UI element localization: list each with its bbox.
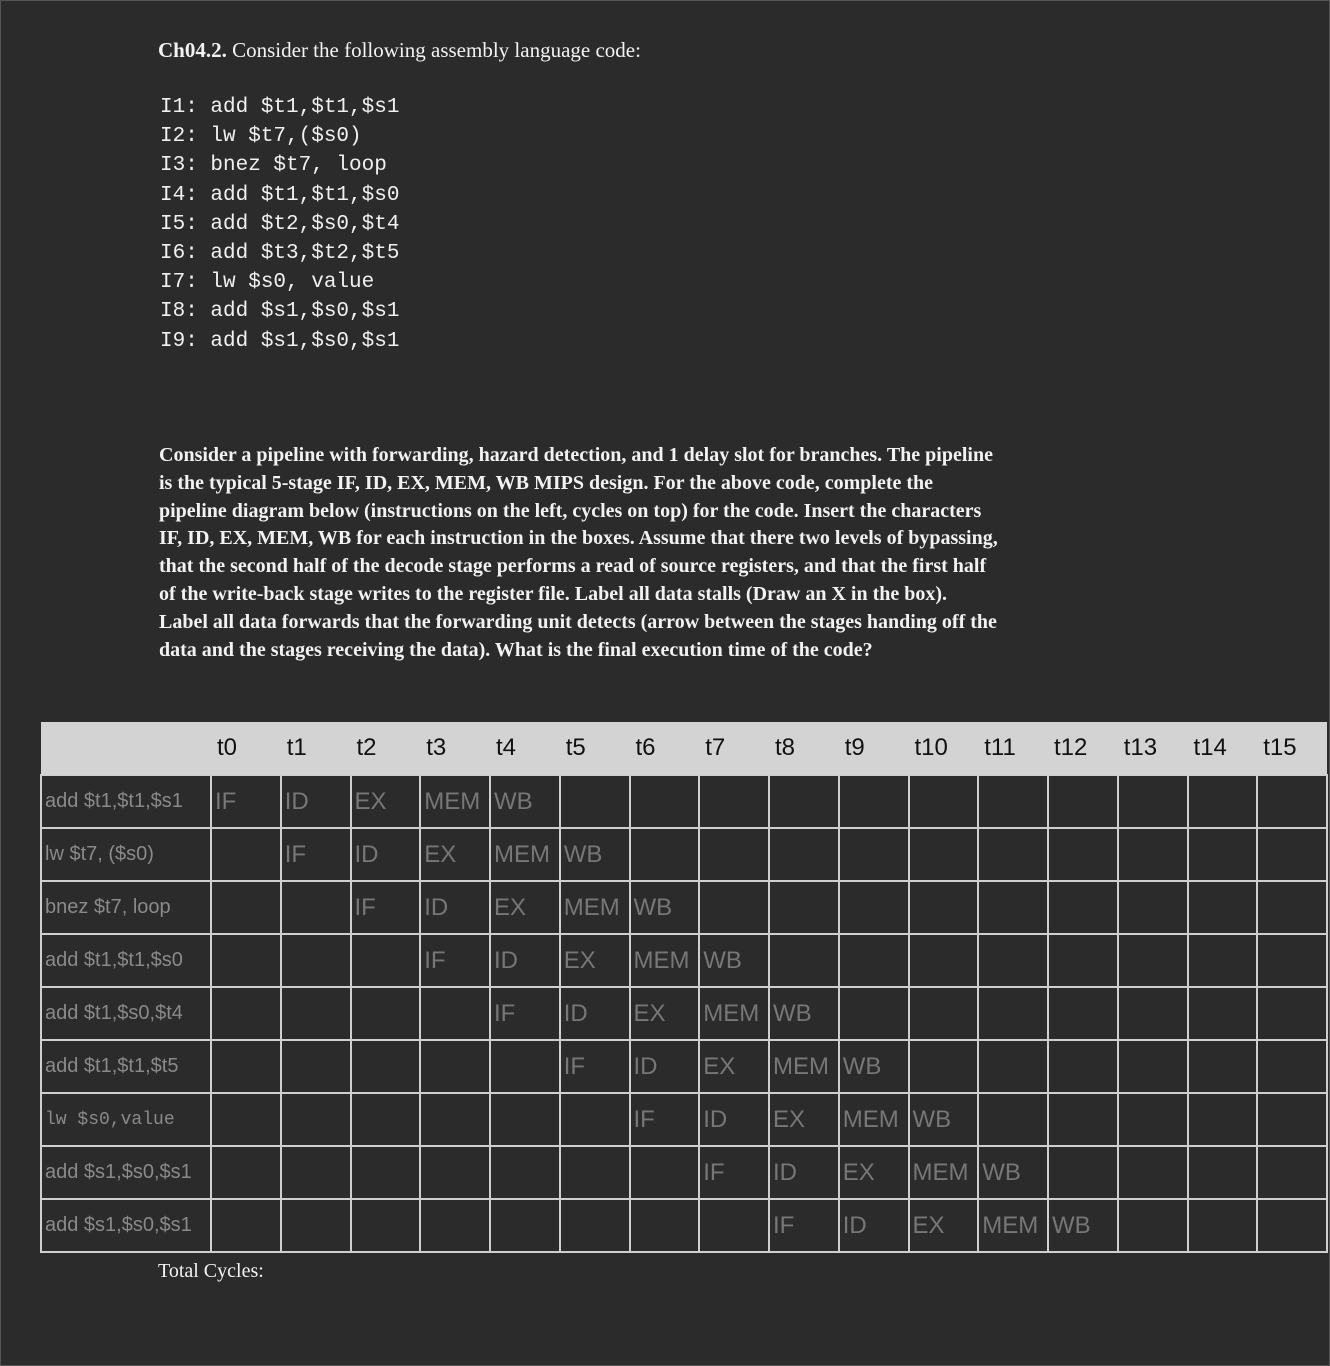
pipeline-cell[interactable] xyxy=(1048,934,1118,987)
pipeline-cell[interactable]: ID xyxy=(490,934,560,987)
instruction-label: add $t1,$t1,$s1 xyxy=(41,775,211,828)
cycle-header: t12 xyxy=(1048,722,1118,775)
pipeline-cell[interactable] xyxy=(839,775,909,828)
pipeline-cell[interactable]: IF xyxy=(560,1040,630,1093)
pipeline-cell[interactable]: IF xyxy=(699,1146,769,1199)
pipeline-cell[interactable]: EX xyxy=(630,987,700,1040)
pipeline-cell[interactable] xyxy=(978,881,1048,934)
pipeline-cell[interactable] xyxy=(909,987,979,1040)
pipeline-cell[interactable]: EX xyxy=(490,881,560,934)
cycle-header: t9 xyxy=(839,722,909,775)
pipeline-cell[interactable] xyxy=(769,775,839,828)
pipeline-cell[interactable] xyxy=(1118,1040,1188,1093)
pipeline-cell[interactable] xyxy=(1188,828,1258,881)
pipeline-cell[interactable] xyxy=(1048,775,1118,828)
cycle-header: t10 xyxy=(909,722,979,775)
pipeline-row xyxy=(41,828,1327,881)
pipeline-cell[interactable] xyxy=(211,987,281,1040)
pipeline-cell[interactable] xyxy=(909,934,979,987)
pipeline-cell[interactable] xyxy=(211,1093,281,1146)
pipeline-cell[interactable] xyxy=(1188,1093,1258,1146)
pipeline-cell[interactable]: IF xyxy=(490,987,560,1040)
cycle-header: t15 xyxy=(1257,722,1327,775)
code-line: I7: lw $s0, value xyxy=(160,271,375,295)
pipeline-row xyxy=(41,1093,1327,1146)
pipeline-cell[interactable]: WB xyxy=(909,1093,979,1146)
pipeline-cell[interactable] xyxy=(1118,987,1188,1040)
total-cycles-label: Total Cycles: xyxy=(158,1260,264,1282)
pipeline-cell[interactable]: MEM xyxy=(978,1199,1048,1252)
instruction-label: add $t1,$s0,$t4 xyxy=(41,987,211,1040)
problem-description: Consider a pipeline with forwarding, hazard detection, and 1 delay slot for branches. The pipeline is the typical 5-stage IF, ID, EX, MEM, WB MIPS design. For the above code, complete the pipeline diagram below (instructions on the left, cycles on top) for the code. Insert the characters IF, ID, EX, MEM, WB for each instruction in the boxes. Assume that there two levels of bypassing, that the second half of the decode stage performs a read of source registers, and that the first half of the write-back stage writes to the register file. Label all data stalls (Draw an X in the box). Label all data forwards that the forwarding unit detects (arrow between the stages handing off the data and the stages receiving the data). What is the final execution time of the code? xyxy=(159,444,998,661)
pipeline-cell[interactable] xyxy=(769,881,839,934)
pipeline-cell[interactable]: MEM xyxy=(769,1040,839,1093)
cycle-header: t2 xyxy=(351,722,421,775)
pipeline-cell[interactable] xyxy=(630,828,700,881)
code-line: I9: add $s1,$s0,$s1 xyxy=(160,329,400,353)
instruction-label: add $s1,$s0,$s1 xyxy=(41,1146,211,1199)
pipeline-cell[interactable] xyxy=(1257,775,1327,828)
pipeline-cell[interactable] xyxy=(1188,1146,1258,1199)
pipeline-cell[interactable] xyxy=(1257,1040,1327,1093)
cycle-header: t8 xyxy=(769,722,839,775)
pipeline-cell[interactable] xyxy=(1257,934,1327,987)
cycle-header-row xyxy=(41,722,1327,775)
pipeline-cell[interactable]: MEM xyxy=(909,1146,979,1199)
pipeline-cell[interactable] xyxy=(630,1146,700,1199)
cycle-header: t1 xyxy=(281,722,351,775)
cycle-header: t5 xyxy=(560,722,630,775)
pipeline-cell[interactable] xyxy=(1257,828,1327,881)
pipeline-cell[interactable] xyxy=(490,1199,560,1252)
pipeline-cell[interactable]: EX xyxy=(420,828,490,881)
question-heading xyxy=(158,38,641,63)
pipeline-diagram xyxy=(40,722,1326,1263)
code-line: I4: add $t1,$t1,$s0 xyxy=(160,183,400,207)
pipeline-cell[interactable] xyxy=(630,775,700,828)
cycle-header: t11 xyxy=(978,722,1048,775)
code-line: I8: add $s1,$s0,$s1 xyxy=(160,300,400,324)
pipeline-cell[interactable]: WB xyxy=(490,775,560,828)
instruction-label: lw $s0,value xyxy=(41,1093,211,1146)
pipeline-cell[interactable]: ID xyxy=(351,828,421,881)
pipeline-row xyxy=(41,775,1327,828)
pipeline-cell[interactable]: IF xyxy=(630,1093,700,1146)
pipeline-cell[interactable] xyxy=(211,1040,281,1093)
cycle-header: t0 xyxy=(211,722,281,775)
pipeline-cell[interactable] xyxy=(281,1146,351,1199)
question-title: Consider the following assembly language code: xyxy=(226,38,641,62)
pipeline-cell[interactable]: WB xyxy=(1048,1199,1118,1252)
pipeline-cell[interactable]: WB xyxy=(839,1040,909,1093)
pipeline-cell[interactable]: WB xyxy=(978,1146,1048,1199)
code-line: I5: add $t2,$s0,$t4 xyxy=(160,212,400,236)
pipeline-cell[interactable] xyxy=(769,828,839,881)
pipeline-cell[interactable]: IF xyxy=(281,828,351,881)
pipeline-cell[interactable]: IF xyxy=(351,881,421,934)
pipeline-cell[interactable] xyxy=(1188,881,1258,934)
pipeline-cell[interactable] xyxy=(1118,881,1188,934)
pipeline-cell[interactable] xyxy=(1048,987,1118,1040)
pipeline-cell[interactable] xyxy=(1188,1199,1258,1252)
cycle-header: t3 xyxy=(420,722,490,775)
pipeline-cell[interactable] xyxy=(1188,775,1258,828)
pipeline-cell[interactable] xyxy=(1188,934,1258,987)
pipeline-cell[interactable] xyxy=(978,775,1048,828)
pipeline-cell[interactable] xyxy=(1257,881,1327,934)
assembly-code-block xyxy=(160,93,399,356)
pipeline-cell[interactable] xyxy=(490,1146,560,1199)
pipeline-cell[interactable]: EX xyxy=(699,1040,769,1093)
code-line: I3: bnez $t7, loop xyxy=(160,154,387,178)
pipeline-cell[interactable] xyxy=(1048,1146,1118,1199)
instruction-label: bnez $t7, loop xyxy=(41,881,211,934)
pipeline-cell[interactable] xyxy=(1118,828,1188,881)
pipeline-row xyxy=(41,881,1327,934)
pipeline-cell[interactable] xyxy=(211,1199,281,1252)
pipeline-cell[interactable]: EX xyxy=(560,934,630,987)
pipeline-row xyxy=(41,934,1327,987)
pipeline-cell[interactable] xyxy=(211,881,281,934)
pipeline-cell[interactable] xyxy=(909,775,979,828)
pipeline-cell[interactable] xyxy=(560,1146,630,1199)
pipeline-cell[interactable] xyxy=(560,775,630,828)
pipeline-cell[interactable]: MEM xyxy=(630,934,700,987)
pipeline-cell[interactable]: IF xyxy=(211,775,281,828)
pipeline-cell[interactable]: EX xyxy=(769,1093,839,1146)
pipeline-cell[interactable]: ID xyxy=(630,1040,700,1093)
pipeline-cell[interactable] xyxy=(909,828,979,881)
pipeline-cell[interactable]: EX xyxy=(839,1146,909,1199)
pipeline-cell[interactable] xyxy=(1257,1093,1327,1146)
pipeline-cell[interactable]: WB xyxy=(560,828,630,881)
pipeline-cell[interactable] xyxy=(978,828,1048,881)
pipeline-cell[interactable] xyxy=(699,828,769,881)
pipeline-cell[interactable]: IF xyxy=(769,1199,839,1252)
pipeline-cell[interactable]: ID xyxy=(769,1146,839,1199)
instruction-label: lw $t7, ($s0) xyxy=(41,828,211,881)
pipeline-cell[interactable] xyxy=(839,881,909,934)
pipeline-cell[interactable] xyxy=(420,987,490,1040)
pipeline-cell[interactable] xyxy=(839,987,909,1040)
pipeline-cell[interactable] xyxy=(699,1199,769,1252)
pipeline-cell[interactable] xyxy=(560,1093,630,1146)
cycle-header: t4 xyxy=(490,722,560,775)
header-blank xyxy=(41,722,211,775)
pipeline-cell[interactable] xyxy=(1188,1040,1258,1093)
pipeline-cell[interactable] xyxy=(1118,1146,1188,1199)
pipeline-cell[interactable] xyxy=(978,1093,1048,1146)
pipeline-cell[interactable] xyxy=(699,881,769,934)
pipeline-table xyxy=(40,722,1328,1253)
pipeline-cell[interactable] xyxy=(978,1040,1048,1093)
pipeline-cell[interactable]: IF xyxy=(420,934,490,987)
pipeline-cell[interactable] xyxy=(839,934,909,987)
cycle-header: t7 xyxy=(699,722,769,775)
pipeline-cell[interactable]: EX xyxy=(351,775,421,828)
instruction-label: add $s1,$s0,$s1 xyxy=(41,1199,211,1252)
pipeline-cell[interactable] xyxy=(769,934,839,987)
pipeline-cell[interactable] xyxy=(909,1040,979,1093)
pipeline-cell[interactable] xyxy=(490,1093,560,1146)
pipeline-cell[interactable]: WB xyxy=(769,987,839,1040)
pipeline-row xyxy=(41,987,1327,1040)
pipeline-row xyxy=(41,1199,1327,1252)
pipeline-cell[interactable]: WB xyxy=(699,934,769,987)
pipeline-cell[interactable] xyxy=(351,1146,421,1199)
pipeline-cell[interactable] xyxy=(1257,1146,1327,1199)
pipeline-row xyxy=(41,1146,1327,1199)
code-line: I6: add $t3,$t2,$t5 xyxy=(160,241,400,265)
pipeline-cell[interactable]: MEM xyxy=(490,828,560,881)
pipeline-cell[interactable] xyxy=(978,934,1048,987)
code-line: I1: add $t1,$t1,$s1 xyxy=(160,96,400,119)
pipeline-cell[interactable] xyxy=(839,828,909,881)
pipeline-cell[interactable] xyxy=(351,987,421,1040)
pipeline-cell[interactable] xyxy=(420,1199,490,1252)
pipeline-cell[interactable] xyxy=(490,1040,560,1093)
pipeline-cell[interactable] xyxy=(281,1199,351,1252)
pipeline-cell[interactable] xyxy=(420,1040,490,1093)
pipeline-cell[interactable] xyxy=(909,881,979,934)
pipeline-cell[interactable] xyxy=(699,775,769,828)
pipeline-cell[interactable] xyxy=(1048,881,1118,934)
pipeline-row xyxy=(41,1040,1327,1093)
question-number: Ch04.2. xyxy=(158,38,227,62)
pipeline-cell[interactable]: MEM xyxy=(699,987,769,1040)
pipeline-cell[interactable] xyxy=(351,1093,421,1146)
pipeline-cell[interactable]: ID xyxy=(699,1093,769,1146)
pipeline-cell[interactable] xyxy=(281,881,351,934)
cycle-header: t14 xyxy=(1188,722,1258,775)
pipeline-cell[interactable] xyxy=(1118,934,1188,987)
pipeline-cell[interactable] xyxy=(1118,1199,1188,1252)
pipeline-cell[interactable] xyxy=(351,934,421,987)
pipeline-cell[interactable]: MEM xyxy=(420,775,490,828)
code-line: I2: lw $t7,($s0) xyxy=(160,125,362,149)
pipeline-cell[interactable] xyxy=(351,1040,421,1093)
pipeline-cell[interactable] xyxy=(420,1093,490,1146)
pipeline-cell[interactable] xyxy=(281,1093,351,1146)
pipeline-cell[interactable]: MEM xyxy=(560,881,630,934)
pipeline-cell[interactable]: EX xyxy=(909,1199,979,1252)
pipeline-cell[interactable] xyxy=(630,1199,700,1252)
pipeline-cell[interactable] xyxy=(1048,1040,1118,1093)
pipeline-cell[interactable] xyxy=(211,1146,281,1199)
pipeline-cell[interactable]: WB xyxy=(630,881,700,934)
pipeline-cell[interactable] xyxy=(1118,1093,1188,1146)
instruction-label: add $t1,$t1,$s0 xyxy=(41,934,211,987)
pipeline-cell[interactable] xyxy=(1118,775,1188,828)
pipeline-cell[interactable] xyxy=(1257,987,1327,1040)
cycle-header: t6 xyxy=(630,722,700,775)
pipeline-cell[interactable]: ID xyxy=(281,775,351,828)
cycle-header: t13 xyxy=(1118,722,1188,775)
pipeline-cell[interactable] xyxy=(281,987,351,1040)
pipeline-cell[interactable] xyxy=(211,934,281,987)
pipeline-cell[interactable] xyxy=(420,1146,490,1199)
pipeline-cell[interactable]: ID xyxy=(839,1199,909,1252)
instruction-label: add $t1,$t1,$t5 xyxy=(41,1040,211,1093)
pipeline-cell[interactable] xyxy=(1048,828,1118,881)
pipeline-cell[interactable]: ID xyxy=(560,987,630,1040)
pipeline-cell[interactable] xyxy=(978,987,1048,1040)
pipeline-cell[interactable] xyxy=(1257,1199,1327,1252)
pipeline-cell[interactable] xyxy=(1188,987,1258,1040)
pipeline-cell[interactable] xyxy=(1048,1093,1118,1146)
pipeline-cell[interactable] xyxy=(351,1199,421,1252)
pipeline-cell[interactable] xyxy=(560,1199,630,1252)
pipeline-cell[interactable]: MEM xyxy=(839,1093,909,1146)
pipeline-cell[interactable] xyxy=(211,828,281,881)
pipeline-cell[interactable] xyxy=(281,934,351,987)
pipeline-cell[interactable]: ID xyxy=(420,881,490,934)
pipeline-cell[interactable] xyxy=(281,1040,351,1093)
